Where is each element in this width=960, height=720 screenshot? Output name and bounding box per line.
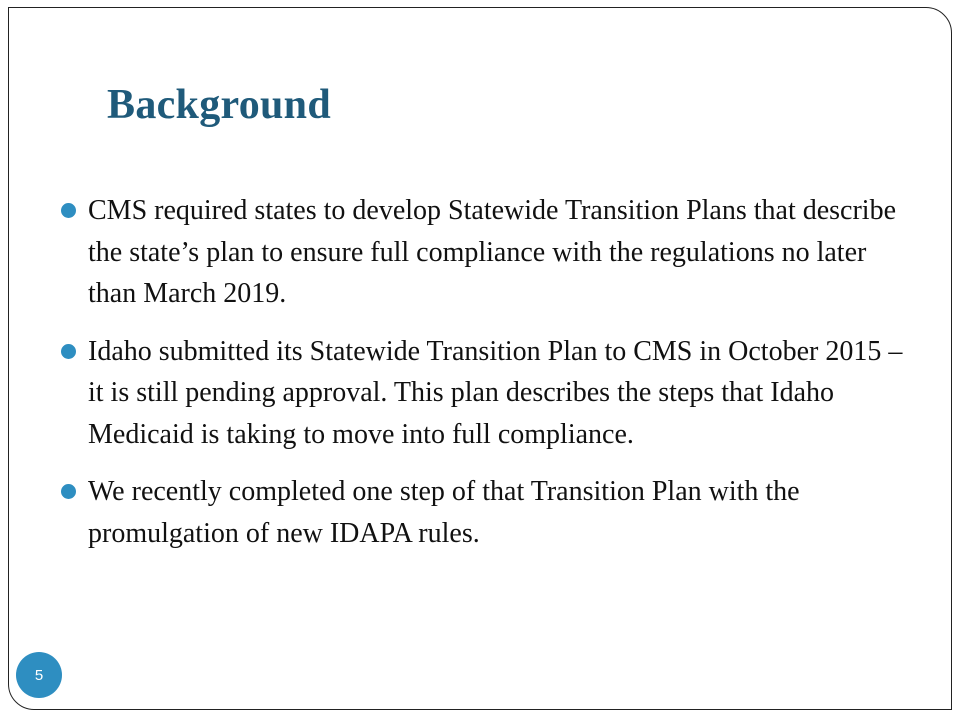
- bullet-list: [58, 190, 908, 570]
- bullet-item: [58, 331, 908, 456]
- bullet-dot-icon: [61, 484, 76, 499]
- bullet-dot-icon: [61, 344, 76, 359]
- bullet-item: [58, 190, 908, 315]
- bullet-text: CMS required states to develop Statewide Transition Plans that describe the state’s plan to ensure full compliance with the regulations no later than March 2019.: [88, 195, 897, 309]
- slide-title: Background: [107, 82, 331, 128]
- bullet-text: We recently completed one step of that Transition Plan with the promulgation of new IDAPA rules.: [88, 476, 800, 549]
- bullet-item: [58, 471, 908, 554]
- page-number-badge: 5: [16, 652, 62, 698]
- bullet-dot-icon: [61, 203, 76, 218]
- bullet-text: Idaho submitted its Statewide Transition Plan to CMS in October 2015 – it is still pending approval. This plan describes the steps that Idaho Medicaid is taking to move into full compliance.: [88, 335, 903, 450]
